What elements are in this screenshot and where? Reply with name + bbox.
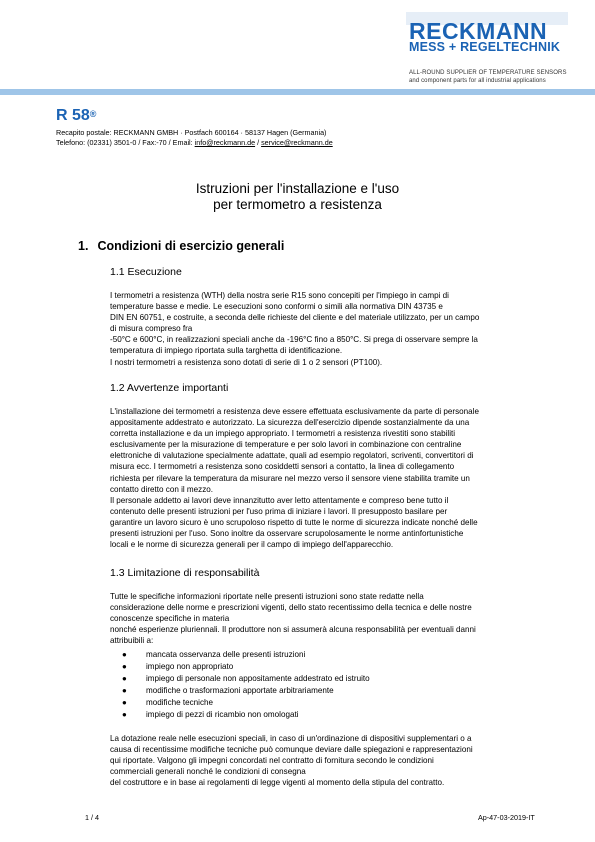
subsection-heading-1-3: 1.3 Limitazione di responsabilità xyxy=(110,567,260,579)
list-item: ● modifiche tecniche xyxy=(122,698,214,707)
document-code: Ap-47-03-2019-IT xyxy=(478,813,535,822)
paragraph-1-2: L'installazione dei termometri a resistenza deve essere effettuata esclusivamente da parte di personale appositamente addestrato e autorizzato. La sicurezza dell'esercizio dipende sostanzialmente da una corretta installazione e da un impiego appropriato. I termometri a resistenza rivestiti sono stabiliti esclusivamente per la misurazione di temperature e per solo lavori in combinazione con centraline elettroniche di valutazione specialmente adattate, quali ad esempio regolatori, scriventi, convertitori di misura ecc. I termometri a resistenza sono cosiddetti sensori a contatto, la linea di collegamento richiesta per rilevare la temperatura da misurare nel mezzo verso il sensore viene stabilita tramite un contatto diretto con il mezzo. Il personale addetto ai lavori deve innanzitutto aver letto attentamente e compreso bene tutto il contenuto delle presenti istruzioni per l'uso prima di iniziare i lavori. Il presupposto basilare per garantire un lavoro sicuro è uno scrupoloso rispetto di tutte le norme di sicurezza indicate nonché delle presenti istruzioni per l'uso. Sono inoltre da osservare scrupolosamente le norme antinfortunistiche locali e le norme di sicurezza generali per il campo di impiego dell'apparecchio. xyxy=(110,407,479,550)
email-service-link[interactable]: service@reckmann.de xyxy=(261,138,333,147)
logo-tagline-2: and component parts for all industrial applications xyxy=(409,78,546,84)
page-number: 1 / 4 xyxy=(85,813,99,822)
list-item: ● modifiche o trasformazioni apportate arbitrariamente xyxy=(122,686,334,695)
bullet-icon: ● xyxy=(122,650,127,659)
logo-name: RECKMANN xyxy=(409,18,548,44)
bullet-icon: ● xyxy=(122,710,127,719)
subsection-heading-1-2: 1.2 Avvertenze importanti xyxy=(110,382,229,394)
subsection-heading-1-1: 1.1 Esecuzione xyxy=(110,266,182,278)
bullet-icon: ● xyxy=(122,674,127,683)
document-title-line-1: Istruzioni per l'installazione e l'uso xyxy=(195,181,400,196)
list-item: ● impiego di pezzi di ricambio non omologati xyxy=(122,710,299,719)
email-info-link[interactable]: info@reckmann.de xyxy=(194,138,256,147)
bullet-icon: ● xyxy=(122,686,127,695)
bullet-icon: ● xyxy=(122,662,127,671)
paragraph-1-3: Tutte le specifiche informazioni riportate nelle presenti istruzioni sono state redatte nella considerazione delle norme e prescrizioni vigenti, dello stato recentissimo della tecnica e delle nostre conoscenze specifiche in materia nonché esperienze pluriennali. Il produttore non si assumerà alcuna responsabilità per eventuali danni attribuibili a: xyxy=(110,592,476,646)
bullet-icon: ● xyxy=(122,698,127,707)
bullet-list xyxy=(122,649,370,721)
paragraph-1-3-closing: La dotazione reale nelle esecuzioni speciali, in caso di un'ordinazione di dispositivi supplementari o a causa di recentissime modifiche tecniche può comunque deviare dalle spiegazioni e rappresentazioni qui riportate. Valgono gli impegni concordati nel contratto di fornitura secondo le condizioni commerciali generali nonché le condizioni di consegna del costruttore e in base ai regolamenti di legge vigenti al momento della stipula del contratto. xyxy=(110,734,473,788)
document-title-line-2: per termometro a resistenza xyxy=(213,197,382,212)
model-label: R 58® xyxy=(56,107,97,124)
logo-tagline-1: ALL-ROUND SUPPLIER OF TEMPERATURE SENSORS xyxy=(409,70,567,76)
address-line-2: Telefono: (02331) 3501-0 / Fax:-70 / Email: info@reckmann.de / service@reckmann.de xyxy=(56,138,333,147)
logo-subtitle: MESS + REGELTECHNIK xyxy=(409,40,561,54)
address-line-1: Recapito postale: RECKMANN GMBH · Postfach 600164 · 58137 Hagen (Germania) xyxy=(56,128,327,137)
list-item: ● impiego di personale non appositamente addestrato ed istruito xyxy=(122,674,370,683)
paragraph-1-1: I termometri a resistenza (WTH) della nostra serie R15 sono concepiti per l'impiego in campi di temperature basse e medie. Le esecuzioni sono conformi o simili alla normativa DIN 43735 e DIN EN 60751, e costruite, a seconda delle richieste del cliente e del materiale utilizzato, per un campo di misura compreso fra -50°C e 600°C, in realizzazioni speciali anche da -196°C fino a 850°C. Si prega di osservare sempre la temperatura di impiego riportata sulla targhetta di identificazione. I nostri termometri a resistenza sono dotati di serie di 1 o 2 sensori (PT100). xyxy=(110,291,480,367)
list-item: ● impiego non appropriato xyxy=(122,662,234,671)
header-rule xyxy=(0,89,595,95)
section-heading: 1. Condizioni di esercizio generali xyxy=(78,239,285,253)
list-item: ● mancata osservanza delle presenti istruzioni xyxy=(122,650,306,659)
